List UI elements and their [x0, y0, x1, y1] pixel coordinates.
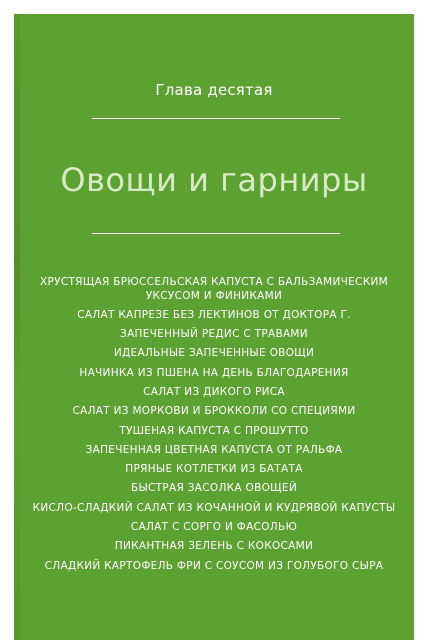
recipe-item	[22, 405, 406, 419]
chapter-number-label: Глава десятая	[155, 81, 273, 99]
recipe-item	[22, 309, 406, 323]
recipe-item	[22, 540, 406, 554]
recipe-item	[22, 560, 406, 574]
recipe-item-line: САЛАТ ИЗ ДИКОГО РИСА	[143, 385, 285, 398]
recipe-item-line: ПИКАНТНАЯ ЗЕЛЕНЬ С КОКОСАМИ	[114, 540, 314, 553]
recipe-item	[22, 347, 406, 361]
recipe-item-line: УКСУСОМ И ФИНИКАМИ	[145, 289, 283, 302]
recipe-item-line: БЫСТРАЯ ЗАСОЛКА ОВОЩЕЙ	[130, 482, 298, 495]
recipe-item-line: ЗАПЕЧЕННАЯ ЦВЕТНАЯ КАПУСТА ОТ РАЛЬФА	[85, 443, 343, 456]
recipe-item	[22, 328, 406, 342]
recipe-item-line: КИСЛО-СЛАДКИЙ САЛАТ ИЗ КОЧАННОЙ И КУДРЯВОЙ КАПУСТЫ	[32, 501, 396, 514]
recipe-list	[22, 276, 406, 579]
recipe-item	[22, 444, 406, 458]
recipe-item	[22, 482, 406, 496]
recipe-item-line: СЛАДКИЙ КАРТОФЕЛЬ ФРИ С СОУСОМ ИЗ ГОЛУБОГО СЫРА	[44, 559, 384, 572]
recipe-item-line: НАЧИНКА ИЗ ПШЕНА НА ДЕНЬ БЛАГОДАРЕНИЯ	[79, 366, 349, 379]
recipe-item	[22, 276, 406, 303]
chapter-title: Овощи и гарниры	[60, 161, 368, 199]
recipe-item-line: САЛАТ КАПРЕЗЕ БЕЗ ЛЕКТИНОВ ОТ ДОКТОРА Г.	[77, 308, 351, 321]
recipe-item	[22, 425, 406, 439]
bottom-divider	[92, 233, 340, 234]
recipe-item-line: ЗАПЕЧЕННЫЙ РЕДИС С ТРАВАМИ	[120, 328, 308, 341]
top-divider	[92, 118, 340, 119]
recipe-item	[22, 502, 406, 516]
recipe-item	[22, 521, 406, 535]
recipe-item	[22, 367, 406, 381]
recipe-item-line: ИДЕАЛЬНЫЕ ЗАПЕЧЕННЫЕ ОВОЩИ	[113, 347, 315, 360]
recipe-item-line: ХРУСТЯЩАЯ БРЮССЕЛЬСКАЯ КАПУСТА С БАЛЬЗАМИЧЕСКИМ	[40, 276, 388, 288]
recipe-item-line: САЛАТ С СОРГО И ФАСОЛЬЮ	[130, 521, 298, 534]
chapter-page	[14, 14, 414, 640]
recipe-item-line: САЛАТ ИЗ МОРКОВИ И БРОККОЛИ СО СПЕЦИЯМИ	[72, 405, 356, 418]
recipe-item	[22, 386, 406, 400]
page-edge-shadow	[14, 14, 20, 640]
recipe-item-line: ПРЯНЫЕ КОТЛЕТКИ ИЗ БАТАТА	[125, 463, 303, 476]
recipe-item-line: ТУШЕНАЯ КАПУСТА С ПРОШУТТО	[119, 424, 309, 437]
recipe-item	[22, 463, 406, 477]
